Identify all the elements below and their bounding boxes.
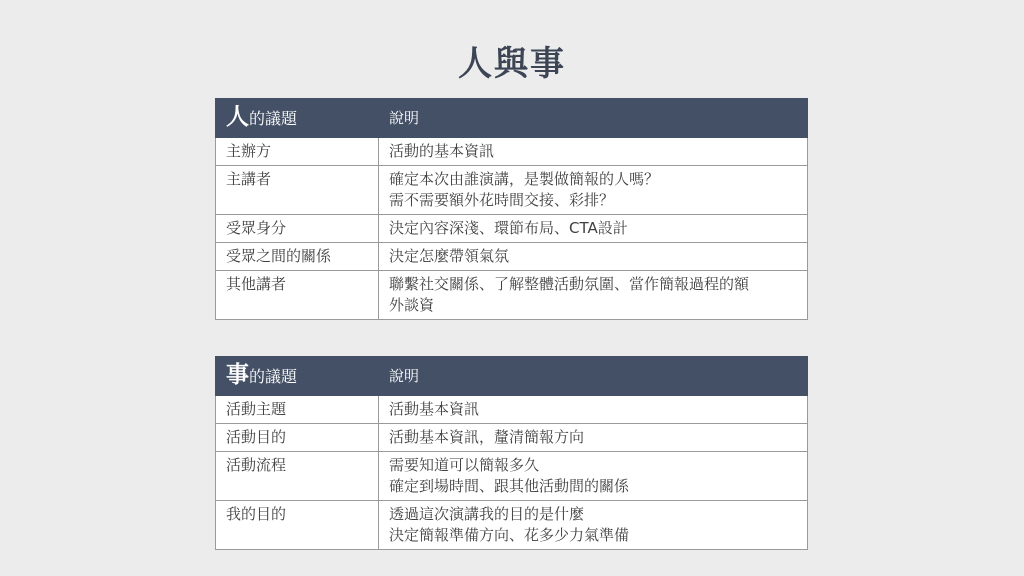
desc-cell: 確定本次由誰演講，是製做簡報的人嗎？ 需不需要額外花時間交接、彩排？ xyxy=(379,166,808,215)
topic-cell: 其他講者 xyxy=(216,271,379,320)
header-topic-cell xyxy=(216,99,379,138)
table-row xyxy=(216,243,808,271)
table-row xyxy=(216,452,808,501)
topic-cell: 我的目的 xyxy=(216,501,379,550)
table-row xyxy=(216,271,808,320)
table-row xyxy=(216,424,808,452)
desc-cell: 活動基本資訊，釐清簡報方向 xyxy=(379,424,808,452)
desc-cell: 活動的基本資訊 xyxy=(379,138,808,166)
header-topic-big: 事 xyxy=(226,361,249,388)
header-topic-label: 的議題 xyxy=(249,108,298,128)
topic-cell: 主辦方 xyxy=(216,138,379,166)
table-row xyxy=(216,215,808,243)
topic-cell: 活動目的 xyxy=(216,424,379,452)
desc-cell: 決定怎麼帶領氣氛 xyxy=(379,243,808,271)
topic-cell: 受眾之間的關係 xyxy=(216,243,379,271)
topic-cell: 活動流程 xyxy=(216,452,379,501)
header-topic-big: 人 xyxy=(226,103,249,130)
topic-cell: 活動主題 xyxy=(216,396,379,424)
header-topic-cell xyxy=(216,357,379,396)
desc-cell: 聯繫社交關係、了解整體活動氛圍、當作簡報過程的額 外談資 xyxy=(379,271,808,320)
table-header-row xyxy=(216,357,808,396)
table-header-row xyxy=(216,99,808,138)
people-issues-table xyxy=(215,98,808,320)
header-desc-cell: 說明 xyxy=(379,99,808,138)
table-row xyxy=(216,501,808,550)
header-topic-label: 的議題 xyxy=(249,366,298,386)
table-row xyxy=(216,166,808,215)
events-issues-table xyxy=(215,356,808,550)
slide-title: 人與事 xyxy=(458,44,566,84)
desc-cell: 決定內容深淺、環節布局、CTA設計 xyxy=(379,215,808,243)
desc-cell: 透過這次演講我的目的是什麼 決定簡報準備方向、花多少力氣準備 xyxy=(379,501,808,550)
table-row xyxy=(216,396,808,424)
topic-cell: 主講者 xyxy=(216,166,379,215)
desc-cell: 活動基本資訊 xyxy=(379,396,808,424)
desc-cell: 需要知道可以簡報多久 確定到場時間、跟其他活動間的關係 xyxy=(379,452,808,501)
header-desc-cell: 說明 xyxy=(379,357,808,396)
topic-cell: 受眾身分 xyxy=(216,215,379,243)
table-row xyxy=(216,138,808,166)
